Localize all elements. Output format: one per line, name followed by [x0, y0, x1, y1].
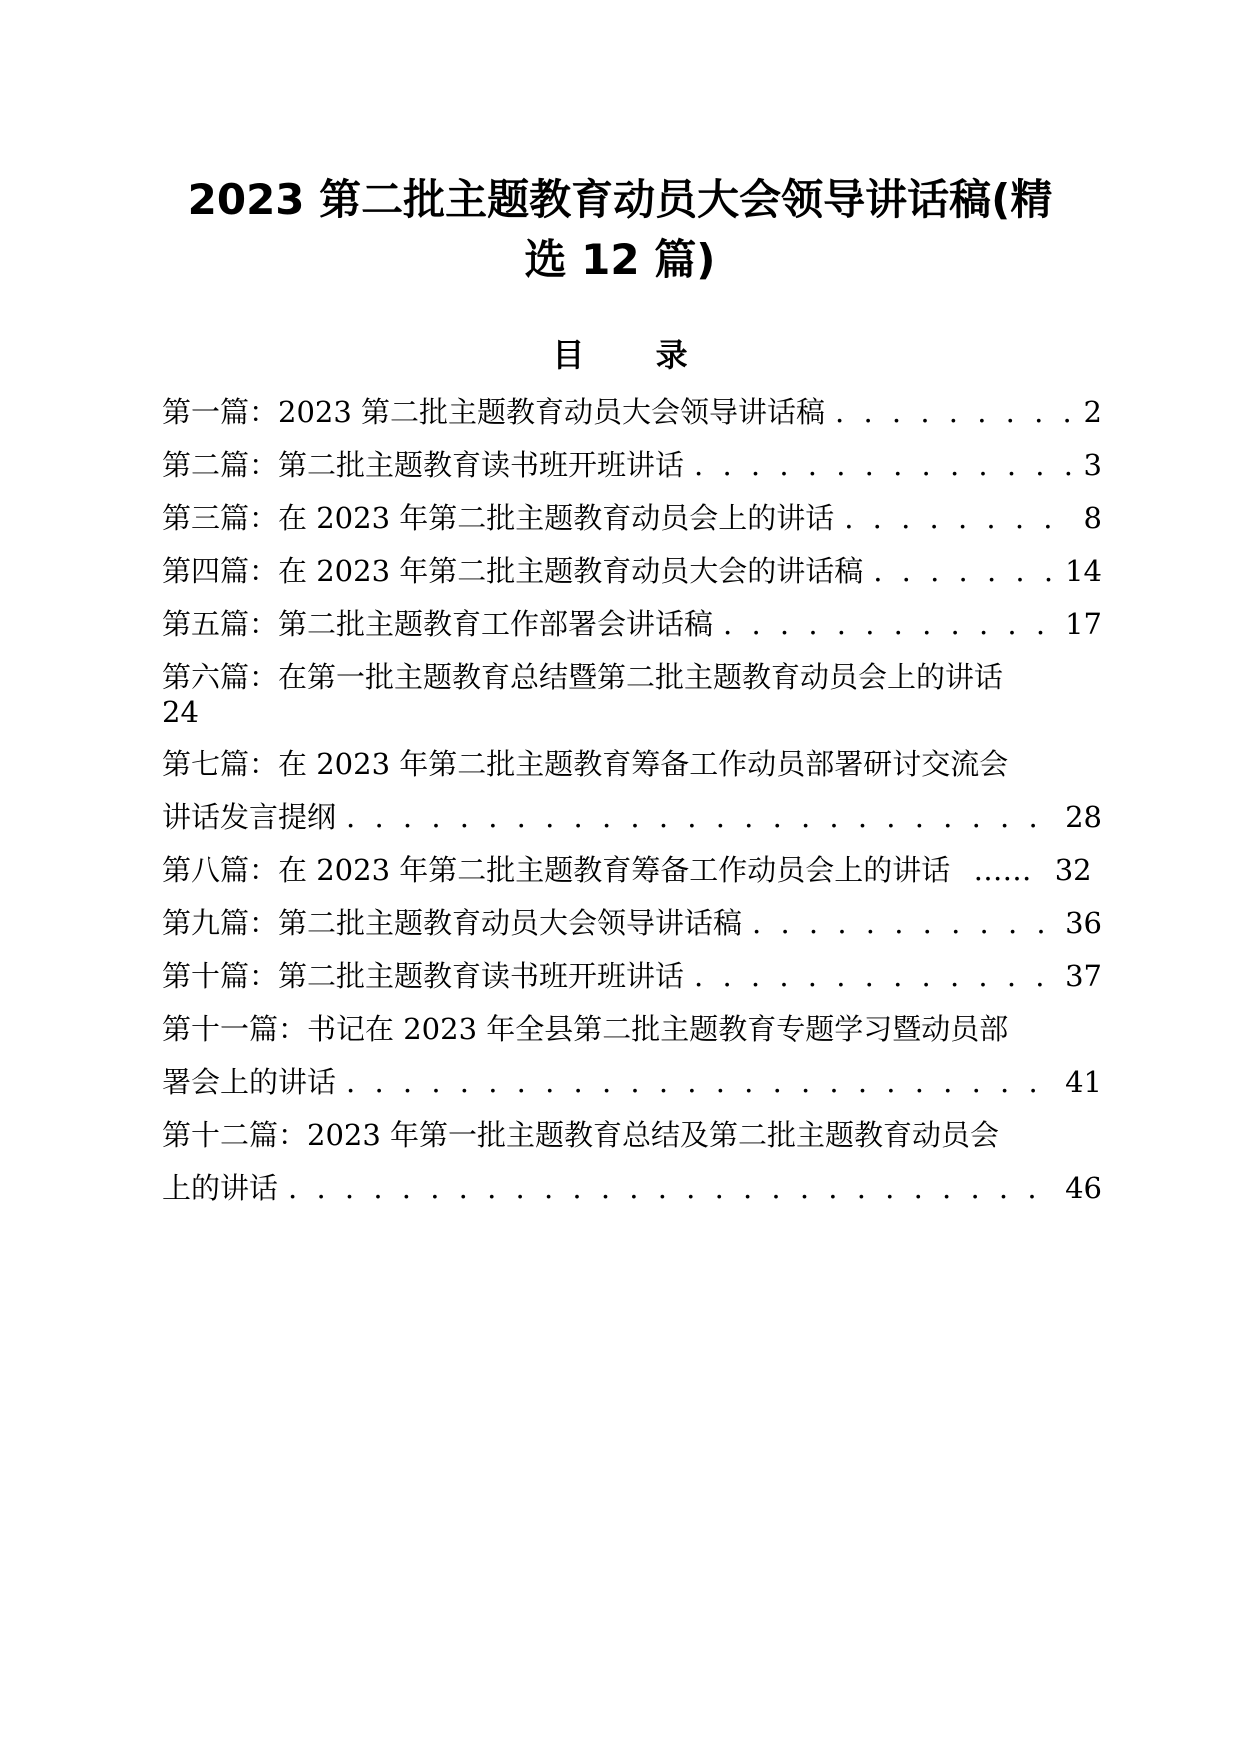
- toc-entry-10[interactable]: [162, 954, 1102, 998]
- toc-entry-label: 第六篇：在第一批主题教育总结暨第二批主题教育动员会上的讲话: [162, 660, 1004, 694]
- toc-page-number: 17: [1065, 607, 1102, 641]
- toc-page-number: 46: [1065, 1171, 1102, 1205]
- toc-dot-leader: [844, 496, 1073, 540]
- toc-entry-11-continued[interactable]: [162, 1060, 1102, 1104]
- toc-entry-7[interactable]: [162, 742, 1102, 786]
- toc-entry-label: 第二篇：第二批主题教育读书班开班讲话: [162, 448, 685, 482]
- toc-entry-label-line-2: 上的讲话: [162, 1171, 279, 1205]
- toc-page-number: 2: [1083, 395, 1102, 429]
- toc-entry-12-continued[interactable]: [162, 1166, 1102, 1210]
- toc-ellipsis-leader: ……: [973, 853, 1032, 887]
- document-title-line-2: 选 12 篇): [524, 235, 716, 284]
- toc-entry-4[interactable]: [162, 549, 1102, 593]
- toc-entry-2[interactable]: [162, 443, 1102, 487]
- toc-entry-label: 第十篇：第二批主题教育读书班开班讲话: [162, 959, 685, 993]
- toc-entry-label-line-2: 署会上的讲话: [162, 1065, 337, 1099]
- toc-heading: 目 录: [552, 336, 718, 374]
- toc-entry-11[interactable]: [162, 1007, 1102, 1051]
- toc-entry-7-continued[interactable]: [162, 795, 1102, 839]
- toc-entry-5[interactable]: [162, 602, 1102, 646]
- toc-entry-label-line-2: 讲话发言提纲: [162, 800, 337, 834]
- toc-entry-9[interactable]: [162, 901, 1102, 945]
- toc-page-number: 36: [1065, 906, 1102, 940]
- toc-entry-label: 第八篇：在 2023 年第二批主题教育筹备工作动员会上的讲话: [162, 853, 951, 887]
- toc-page-number: 32: [1054, 853, 1092, 887]
- toc-entry-label-line-1: 第七篇：在 2023 年第二批主题教育筹备工作动员部署研讨交流会: [162, 747, 1009, 781]
- toc-entry-8[interactable]: [162, 848, 1142, 892]
- toc-entry-6-page-line: [162, 690, 1102, 734]
- toc-entry-label: 第四篇：在 2023 年第二批主题教育动员大会的讲话稿: [162, 554, 864, 588]
- document-title-line-1: 2023 第二批主题教育动员大会领导讲话稿(精: [187, 175, 1053, 224]
- toc-entry-label: 第九篇：第二批主题教育动员大会领导讲话稿: [162, 906, 743, 940]
- toc-page-number: 14: [1065, 554, 1102, 588]
- toc-dot-leader: [346, 1060, 1055, 1104]
- toc-dot-leader: [288, 1166, 1055, 1210]
- toc-dot-leader: [873, 549, 1055, 593]
- toc-page-number: 8: [1083, 501, 1102, 535]
- toc-entry-1[interactable]: [162, 390, 1102, 434]
- toc-entry-3[interactable]: [162, 496, 1102, 540]
- toc-entry-label: 第一篇：2023 第二批主题教育动员大会领导讲话稿: [162, 395, 826, 429]
- toc-dot-leader: [694, 954, 1055, 998]
- toc-dot-leader: [694, 443, 1074, 487]
- toc-entry-label: 第五篇：第二批主题教育工作部署会讲话稿: [162, 607, 714, 641]
- toc-entry-label: 第三篇：在 2023 年第二批主题教育动员会上的讲话: [162, 501, 835, 535]
- toc-page-number: 3: [1083, 448, 1102, 482]
- toc-dot-leader: [752, 901, 1055, 945]
- toc-entry-12[interactable]: [162, 1113, 1102, 1157]
- toc-page-number: 37: [1065, 959, 1102, 993]
- toc-dot-leader: [346, 795, 1055, 839]
- toc-page-number: 41: [1065, 1065, 1102, 1099]
- toc-page-number: 24: [162, 695, 199, 729]
- toc-entry-label-line-1: 第十一篇：书记在 2023 年全县第二批主题教育专题学习暨动员部: [162, 1012, 1009, 1046]
- toc-page-number: 28: [1065, 800, 1102, 834]
- toc-dot-leader: [835, 390, 1074, 434]
- toc-entry-label-line-1: 第十二篇：2023 年第一批主题教育总结及第二批主题教育动员会: [162, 1118, 1000, 1152]
- toc-dot-leader: [723, 602, 1055, 646]
